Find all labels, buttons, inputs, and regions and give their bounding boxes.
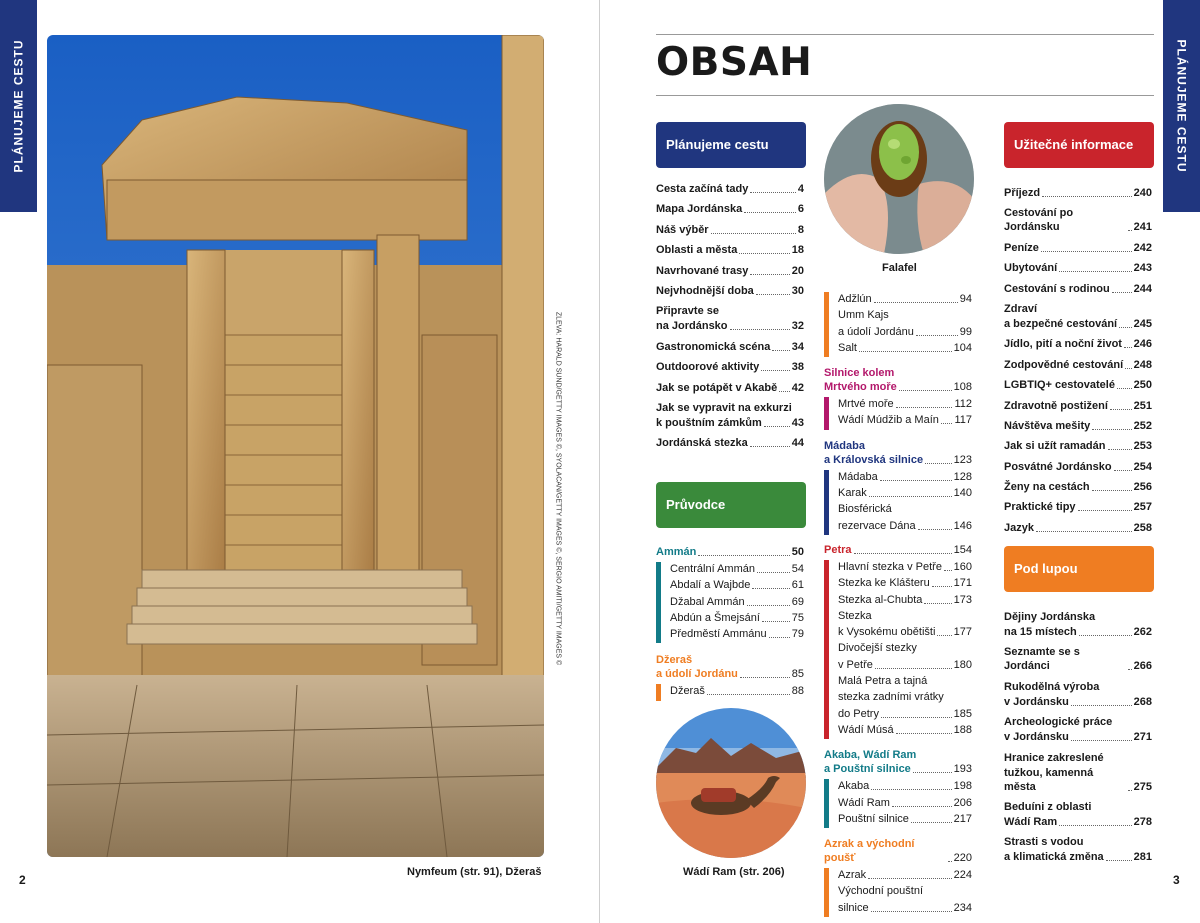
toc-entry[interactable]: Adžlún 94	[838, 293, 972, 305]
toc-entry[interactable]: Malá Petra a tajná	[838, 675, 928, 688]
toc-entry[interactable]: Wádí Músá 188	[838, 723, 972, 736]
toc-entry[interactable]: Outdoorové aktivity 38	[656, 361, 804, 374]
toc-region-azrak[interactable]: Azrak a východní poušť 220	[824, 838, 972, 865]
toc-entry[interactable]: Zodpovědné cestování 248	[1004, 358, 1152, 371]
section-uzitecne-heading: Užitečné informace	[1004, 122, 1154, 168]
toc-entry[interactable]: v Petře 180	[838, 658, 972, 671]
title-rule	[656, 95, 1154, 96]
toc-entry[interactable]: Stezka ke Klášteru 171	[838, 577, 972, 590]
toc-entry[interactable]: Předměstí Ammánu 79	[670, 628, 804, 641]
falafel-caption: Falafel	[882, 262, 917, 274]
page-number: 3	[1173, 873, 1180, 887]
amman-subsection	[656, 562, 804, 643]
toc-entry[interactable]: Mrtvé moře 112	[838, 398, 972, 411]
dzeras-subsection	[656, 684, 804, 700]
toc-entry[interactable]: Praktické tipy 257	[1004, 501, 1152, 514]
section-pod-lupou-heading: Pod lupou	[1004, 546, 1154, 592]
toc-entry[interactable]: Mapa Jordánska 6	[656, 203, 804, 216]
toc-entry[interactable]: Wádí Ram 206	[838, 796, 972, 809]
toc-entry[interactable]: do Petry 185	[838, 707, 972, 720]
color-bar	[824, 868, 829, 917]
toc-entry[interactable]: Umm Kajs	[838, 309, 889, 322]
toc-region-akaba-line2[interactable]: a Pouštní silnice 193	[824, 763, 972, 776]
toc-entry[interactable]: silnice 234	[838, 901, 972, 914]
toc-entry[interactable]: Navrhované trasy 20	[656, 264, 804, 277]
color-bar	[824, 397, 829, 430]
toc-entry[interactable]: Centrální Ammán 54	[670, 563, 804, 575]
toc-entry[interactable]: Akaba 198	[838, 780, 972, 793]
color-bar	[656, 684, 661, 700]
toc-entry[interactable]: a údolí Jordánu 99	[838, 325, 972, 338]
color-bar	[824, 779, 829, 828]
toc-entry[interactable]: Archeologické práce	[1004, 716, 1113, 729]
toc-entry[interactable]: Wádí Ram 278	[1004, 815, 1152, 828]
silnice-subsection	[824, 397, 972, 430]
toc-entry[interactable]: a bezpečné cestování 245	[1004, 317, 1152, 330]
toc-entry[interactable]: rezervace Dána 146	[838, 519, 972, 532]
toc-entry[interactable]: Salt 104	[838, 341, 972, 354]
toc-entry[interactable]: k Vysokému obětišti 177	[838, 626, 972, 639]
photo-credit: ZLEVA: HARALD SUND/GETTY IMAGES ©, SYOLACAN/GETTY IMAGES ©, SERGIO AMITI/GETTY IMAGES ©	[554, 311, 562, 666]
toc-entry[interactable]: Divočejší stezky	[838, 642, 917, 655]
dzeras-continued-subsection	[824, 292, 972, 357]
toc-entry[interactable]: Posvátné Jordánsko 254	[1004, 460, 1152, 473]
toc-entry[interactable]: Příjezd 240	[1004, 187, 1152, 199]
toc-entry[interactable]: Cesta začíná tady 4	[656, 183, 804, 195]
pruvodce-list	[656, 545, 804, 705]
toc-entry[interactable]: Připravte se	[656, 305, 719, 318]
color-bar	[824, 470, 829, 535]
color-bar	[824, 292, 829, 357]
toc-entry[interactable]: Jak se potápět v Akabě 42	[656, 381, 804, 394]
toc-region-silnice[interactable]: Silnice kolem	[824, 367, 895, 380]
toc-entry[interactable]: Cestování po Jordánsku 241	[1004, 207, 1152, 234]
side-tab-label: PLÁNUJEME CESTU	[1174, 39, 1189, 173]
toc-entry[interactable]: Wádí Múdžib a Maín 117	[838, 414, 972, 427]
toc-entry[interactable]: Jídlo, pití a noční život 246	[1004, 338, 1152, 351]
toc-entry[interactable]: Oblasti a města 18	[656, 244, 804, 257]
toc-entry[interactable]: Ubytování 243	[1004, 262, 1152, 275]
side-tab-left	[0, 0, 37, 212]
toc-entry[interactable]: stezka zadními vrátky	[838, 691, 944, 704]
toc-entry[interactable]: Abdalí a Wajbde 61	[670, 579, 804, 592]
toc-entry[interactable]: Návštěva mešity 252	[1004, 419, 1152, 432]
wadi-ram-caption: Wádí Ram (str. 206)	[683, 866, 785, 878]
toc-region-dzeras-line2[interactable]: a údolí Jordánu 85	[656, 668, 804, 681]
photo-caption: Nymfeum (str. 91), Džeraš	[407, 866, 542, 878]
toc-entry[interactable]: Gastronomická scéna 34	[656, 340, 804, 353]
toc-entry[interactable]: Jak si užít ramadán 253	[1004, 440, 1152, 453]
falafel-photo	[824, 104, 974, 254]
page-title: OBSAH	[656, 40, 813, 85]
akaba-subsection	[824, 779, 972, 828]
wadi-ram-camel-photo	[656, 708, 806, 858]
toc-entry[interactable]: na Jordánsko 32	[656, 320, 804, 333]
toc-entry[interactable]: Seznamte se s Jordánci 266	[1004, 646, 1152, 673]
toc-entry[interactable]: LGBTIQ+ cestovatelé 250	[1004, 379, 1152, 392]
right-page	[601, 0, 1200, 923]
side-tab-label: PLÁNUJEME CESTU	[11, 39, 26, 173]
toc-entry[interactable]: Jak se vypravit na exkurzi	[656, 401, 792, 414]
middle-list	[824, 292, 972, 921]
toc-entry[interactable]: a klimatická změna 281	[1004, 851, 1152, 864]
toc-entry[interactable]: Ženy na cestách 256	[1004, 481, 1152, 494]
color-bar	[824, 560, 829, 739]
toc-entry[interactable]: Hlavní stezka v Petře 160	[838, 560, 972, 573]
toc-region-dzeras[interactable]: Džeraš	[656, 654, 693, 667]
toc-region-petra[interactable]: Petra 154	[824, 543, 972, 556]
toc-entry[interactable]: Abdún a Šmejsání 75	[670, 611, 804, 624]
petra-subsection	[824, 560, 972, 739]
toc-entry[interactable]: Karak 140	[838, 487, 972, 500]
toc-entry[interactable]: Strasti s vodou	[1004, 836, 1084, 849]
toc-entry[interactable]: Zdravotně postižení 251	[1004, 399, 1152, 412]
toc-entry[interactable]: k pouštním zámkům 43	[656, 416, 804, 429]
section-pruvodce-heading: Průvodce	[656, 482, 806, 528]
toc-entry[interactable]: Biosférická	[838, 503, 892, 516]
toc-entry[interactable]: Nejvhodnější doba 30	[656, 284, 804, 297]
toc-entry[interactable]: Pouštní silnice 217	[838, 812, 972, 825]
toc-entry[interactable]: Jordánská stezka 44	[656, 437, 804, 450]
toc-region-silnice-line2[interactable]: Mrtvého moře 108	[824, 381, 972, 394]
section-planujeme-heading: Plánujeme cestu	[656, 122, 806, 168]
top-rule	[656, 34, 1154, 35]
toc-entry[interactable]: Stezka	[838, 609, 872, 622]
toc-entry[interactable]: Azrak 224	[838, 869, 972, 882]
toc-entry[interactable]: Náš výběr 8	[656, 223, 804, 236]
toc-entry[interactable]: Hranice zakreslené	[1004, 751, 1104, 764]
toc-entry[interactable]: na 15 místech 262	[1004, 626, 1152, 638]
toc-entry[interactable]: Zdraví	[1004, 302, 1038, 315]
toc-entry[interactable]: Dějiny Jordánska	[1004, 611, 1096, 623]
side-tab-right	[1163, 0, 1200, 212]
toc-entry[interactable]: Jazyk 258	[1004, 521, 1152, 534]
toc-entry[interactable]: Beduíni z oblasti	[1004, 800, 1092, 813]
nymphaeum-photo	[47, 35, 544, 857]
pod-lupou-list	[1004, 610, 1152, 871]
toc-region-madaba-line2[interactable]: a Královská silnice 123	[824, 453, 972, 466]
azrak-subsection	[824, 868, 972, 917]
page-number: 2	[19, 873, 26, 887]
toc-entry[interactable]: Džabal Ammán 69	[670, 595, 804, 608]
uzitecne-list	[1004, 186, 1152, 541]
toc-entry[interactable]: Rukodělná výroba	[1004, 680, 1100, 693]
toc-region-amman[interactable]: Ammán 50	[656, 546, 804, 558]
toc-entry[interactable]: v Jordánsku 268	[1004, 695, 1152, 708]
color-bar	[656, 562, 661, 643]
toc-entry[interactable]: Východní pouštní	[838, 885, 924, 898]
toc-entry[interactable]: Cestování s rodinou 244	[1004, 282, 1152, 295]
madaba-subsection	[824, 470, 972, 535]
toc-entry[interactable]: Stezka al-Chubta 173	[838, 593, 972, 606]
toc-region-madaba[interactable]: Mádaba	[824, 439, 865, 452]
toc-entry[interactable]: Peníze 242	[1004, 241, 1152, 254]
planujeme-list	[656, 182, 804, 457]
toc-entry[interactable]: Mádaba 128	[838, 470, 972, 483]
toc-entry[interactable]: v Jordánsku 271	[1004, 731, 1152, 744]
toc-entry[interactable]: Džeraš 88	[670, 685, 804, 698]
toc-entry[interactable]: tužkou, kamenná města 275	[1004, 766, 1152, 793]
toc-region-akaba[interactable]: Akaba, Wádí Ram	[824, 749, 917, 762]
